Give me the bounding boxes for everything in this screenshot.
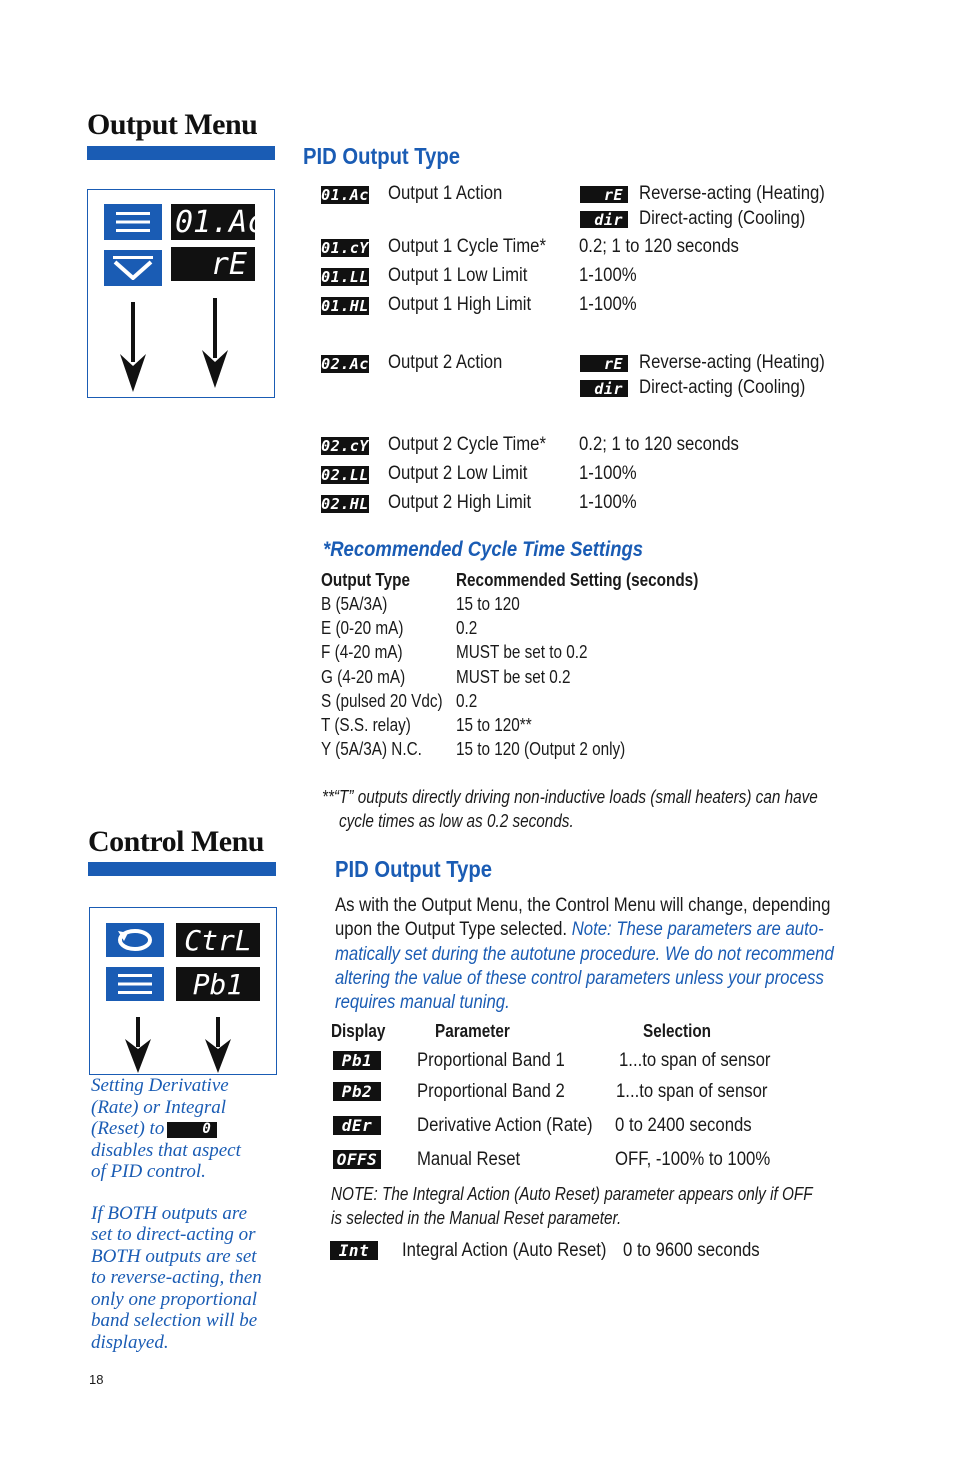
lcd-code: 01.HL [321, 297, 369, 315]
intro-note: Note: These parameters are auto- [571, 919, 824, 941]
lcd-code: 01.Ac [321, 186, 369, 204]
down-chevron-icon[interactable] [104, 250, 162, 286]
lcd-code: 02.LL [321, 466, 369, 484]
footnote: **“T” outputs directly driving non-inductive loads (small heaters) can have [322, 787, 818, 807]
lcd-code: dir [580, 380, 628, 397]
option-label: Reverse-acting (Heating) [639, 183, 825, 204]
lcd-code: 01.LL [321, 268, 369, 286]
lcd-code: Pb2 [333, 1082, 381, 1101]
parameter-label: Output 1 Low Limit [388, 265, 528, 286]
output-menu-panel [87, 189, 275, 398]
column-header: Recommended Setting (seconds) [456, 570, 699, 590]
lcd-code: 02.HL [321, 495, 369, 513]
lcd-code: 01.cY [321, 239, 369, 257]
integral-note: NOTE: The Integral Action (Auto Reset) parameter appears only if OFF [331, 1184, 813, 1204]
down-arrow-icon [203, 1017, 233, 1075]
side-note-line: (Rate) or Integral [91, 1096, 227, 1118]
parameter-label: Output 2 Action [388, 352, 503, 373]
parameter-label: Proportional Band 1 [417, 1050, 565, 1071]
side-note-line [91, 1118, 276, 1140]
integral-note: is selected in the Manual Reset parameter. [331, 1208, 622, 1228]
table-cell: 0.2 [456, 618, 478, 639]
column-header: Selection [643, 1021, 712, 1041]
output-menu-title: Output Menu [87, 108, 258, 141]
side-note-line: set to direct-acting or [91, 1224, 256, 1245]
table-cell: S (pulsed 20 Vdc) [321, 690, 443, 711]
intro-line [335, 944, 834, 966]
table-cell: 15 to 120 [456, 594, 520, 614]
parameter-value: 1-100% [579, 294, 637, 315]
option-label: Direct-acting (Cooling) [639, 377, 806, 398]
option-label: Direct-acting (Cooling) [639, 208, 806, 229]
parameter-selection: 1...to span of sensor [619, 1050, 771, 1071]
parameter-value: 1-100% [579, 265, 637, 286]
side-note-line: displayed. [91, 1331, 169, 1353]
table-cell: MUST be set 0.2 [456, 666, 571, 687]
lcd-code: OFFS [333, 1150, 381, 1169]
parameter-label: Integral Action (Auto Reset) [402, 1240, 607, 1261]
parameter-selection: 1...to span of sensor [616, 1081, 768, 1102]
down-arrow-icon [123, 1017, 153, 1075]
side-note-line: disables that aspect [91, 1139, 241, 1161]
side-note-line: only one proportional [91, 1288, 258, 1310]
lcd-code: Pb1 [333, 1051, 381, 1070]
lcd-code: rE [580, 355, 628, 372]
section-title: PID Output Type [303, 143, 461, 169]
display-top: CtrL [176, 923, 260, 957]
table-cell: 0.2 [456, 690, 478, 711]
menu-icon[interactable] [106, 967, 164, 1001]
lcd-code: dEr [333, 1116, 381, 1135]
intro-line [335, 895, 830, 917]
control-menu-title-bar [88, 862, 276, 876]
parameter-selection: 0 to 2400 seconds [615, 1115, 752, 1136]
table-cell: Y (5A/3A) N.C. [321, 739, 422, 760]
side-note-spacer [91, 1183, 276, 1203]
table-cell: 15 to 120 (Output 2 only) [456, 739, 626, 760]
lcd-code: 02.Ac [321, 355, 369, 373]
intro-line [335, 992, 510, 1014]
intro-text: As with the Output Menu, the Control Menu will change, depending [335, 895, 831, 916]
parameter-value: 0.2; 1 to 120 seconds [579, 434, 739, 455]
section-title: PID Output Type [335, 856, 493, 882]
cycle-icon[interactable] [106, 923, 164, 957]
parameter-label: Output 1 Action [388, 183, 503, 204]
parameter-label: Output 2 Low Limit [388, 463, 528, 484]
page-number: 18 [89, 1372, 104, 1387]
side-note-line: BOTH outputs are set [91, 1245, 257, 1267]
parameter-label: Output 1 High Limit [388, 294, 532, 315]
side-note [91, 1075, 276, 1353]
down-arrow-icon [200, 298, 230, 390]
lcd-code: dir [580, 211, 628, 228]
down-arrow-icon [118, 302, 148, 394]
parameter-value: 1-100% [579, 492, 637, 513]
intro-line [335, 919, 824, 941]
column-header: Output Type [321, 570, 410, 590]
intro-line [335, 968, 824, 990]
lcd-code: 0 [167, 1122, 217, 1138]
table-cell: MUST be set to 0.2 [456, 642, 588, 663]
parameter-label: Output 2 Cycle Time* [388, 434, 546, 455]
side-note-text: (Reset) to [91, 1118, 165, 1139]
column-header: Parameter [435, 1021, 510, 1041]
table-cell: E (0-20 mA) [321, 618, 404, 639]
parameter-label: Manual Reset [417, 1149, 521, 1170]
display-top: 01.Ac [171, 204, 255, 240]
parameter-selection: OFF, -100% to 100% [615, 1149, 771, 1170]
intro-note: altering the value of these control parameters unless your process [335, 967, 824, 989]
option-label: Reverse-acting (Heating) [639, 352, 825, 373]
table-cell: B (5A/3A) [321, 594, 388, 614]
table-cell: T (S.S. relay) [321, 715, 411, 735]
control-menu-title: Control Menu [88, 825, 264, 858]
table-cell: G (4-20 mA) [321, 666, 406, 687]
intro-note: matically set during the autotune procedure. We do not recommend [335, 943, 834, 965]
lcd-code: 02.cY [321, 437, 369, 455]
side-note-line: If BOTH outputs are [91, 1202, 248, 1224]
side-note-line: Setting Derivative [91, 1075, 229, 1096]
parameter-label: Output 2 High Limit [388, 492, 532, 513]
side-note-line: band selection will be [91, 1310, 258, 1331]
parameter-value: 1-100% [579, 463, 637, 484]
intro-note: requires manual tuning. [335, 992, 510, 1014]
lcd-code: rE [580, 186, 628, 203]
display-bottom: Pb1 [176, 967, 260, 1001]
control-menu-panel [89, 907, 277, 1075]
footnote: cycle times as low as 0.2 seconds. [339, 811, 574, 831]
parameter-selection: 0 to 9600 seconds [623, 1240, 760, 1261]
parameter-label: Output 1 Cycle Time* [388, 236, 546, 257]
output-menu-title-bar [87, 146, 275, 160]
cycle-title: *Recommended Cycle Time Settings [323, 538, 644, 561]
parameter-label: Derivative Action (Rate) [417, 1115, 593, 1136]
table-cell: F (4-20 mA) [321, 642, 403, 663]
menu-icon[interactable] [104, 204, 162, 240]
intro-text: upon the Output Type selected. [335, 919, 572, 941]
lcd-code: Int [330, 1241, 378, 1260]
column-header: Display [331, 1021, 386, 1041]
side-note-line: to reverse-acting, then [91, 1267, 262, 1288]
side-note-line: of PID control. [91, 1161, 206, 1182]
parameter-label: Proportional Band 2 [417, 1081, 565, 1102]
display-bottom: rE [171, 247, 255, 281]
table-cell: 15 to 120** [456, 715, 532, 735]
parameter-value: 0.2; 1 to 120 seconds [579, 236, 739, 257]
